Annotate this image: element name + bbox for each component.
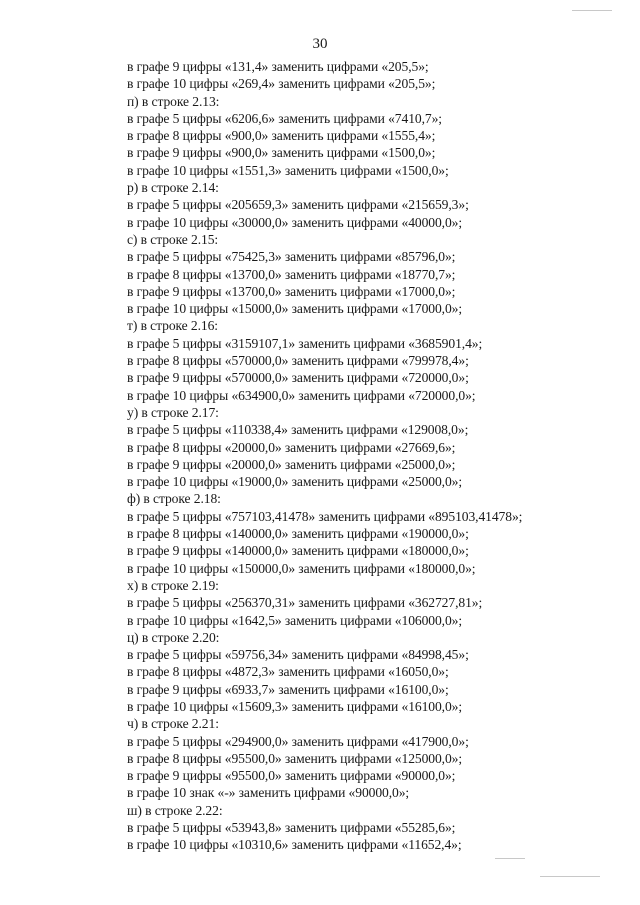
amendment-line: в графе 9 цифры «95500,0» заменить цифрами «90000,0»;	[127, 768, 456, 784]
section-heading: ш) в строке 2.22:	[127, 802, 223, 818]
amendment-line: в графе 10 цифры «30000,0» заменить цифрами «40000,0»;	[127, 214, 463, 230]
amendment-line: в графе 5 цифры «75425,3» заменить цифрами «85796,0»;	[127, 249, 456, 265]
amendment-line: в графе 5 цифры «757103,41478» заменить цифрами «895103,41478»;	[127, 508, 523, 524]
page-number: 30	[312, 36, 328, 52]
section-heading: х) в строке 2.19:	[127, 577, 219, 593]
amendment-line: в графе 8 цифры «140000,0» заменить цифрами «190000,0»;	[127, 526, 469, 542]
amendment-line: в графе 10 цифры «15000,0» заменить цифрами «17000,0»;	[127, 301, 463, 317]
scan-artifact	[540, 876, 600, 877]
section-heading: с) в строке 2.15:	[127, 231, 219, 247]
amendment-line: в графе 10 цифры «150000,0» заменить цифрами «180000,0»;	[127, 560, 476, 576]
amendment-line: в графе 5 цифры «256370,31» заменить цифрами «362727,81»;	[127, 595, 483, 611]
amendment-line: в графе 5 цифры «6206,6» заменить цифрами «7410,7»;	[127, 110, 442, 126]
section-heading: р) в строке 2.14:	[127, 180, 219, 196]
amendment-line: в графе 9 цифры «20000,0» заменить цифрами «25000,0»;	[127, 456, 456, 472]
amendment-line: в графе 9 цифры «570000,0» заменить цифрами «720000,0»;	[127, 370, 469, 386]
amendment-line: в графе 9 цифры «13700,0» заменить цифрами «17000,0»;	[127, 283, 456, 299]
section-heading: п) в строке 2.13:	[127, 93, 220, 109]
amendment-line: в графе 10 знак «-» заменить цифрами «90000,0»;	[127, 785, 410, 801]
amendment-line: в графе 5 цифры «3159107,1» заменить цифрами «3685901,4»;	[127, 335, 483, 351]
amendment-line: в графе 8 цифры «900,0» заменить цифрами «1555,4»;	[127, 128, 436, 144]
amendment-list	[127, 58, 627, 854]
amendment-line: в графе 8 цифры «20000,0» заменить цифрами «27669,6»;	[127, 439, 456, 455]
amendment-line: в графе 10 цифры «634900,0» заменить цифрами «720000,0»;	[127, 387, 476, 403]
section-heading: ф) в строке 2.18:	[127, 491, 221, 507]
section-heading: ц) в строке 2.20:	[127, 629, 220, 645]
amendment-line: в графе 8 цифры «95500,0» заменить цифрами «125000,0»;	[127, 750, 463, 766]
amendment-line: в графе 8 цифры «13700,0» заменить цифрами «18770,7»;	[127, 266, 456, 282]
amendment-line: в графе 5 цифры «205659,3» заменить цифрами «215659,3»;	[127, 197, 469, 213]
section-heading: у) в строке 2.17:	[127, 404, 219, 420]
amendment-line: в графе 5 цифры «53943,8» заменить цифрами «55285,6»;	[127, 820, 456, 836]
amendment-line: в графе 8 цифры «4872,3» заменить цифрами «16050,0»;	[127, 664, 449, 680]
scan-artifact	[572, 10, 612, 11]
amendment-line: в графе 9 цифры «6933,7» заменить цифрами «16100,0»;	[127, 681, 449, 697]
amendment-line: в графе 10 цифры «15609,3» заменить цифрами «16100,0»;	[127, 698, 463, 714]
amendment-line: в графе 10 цифры «19000,0» заменить цифрами «25000,0»;	[127, 474, 463, 490]
amendment-line: в графе 9 цифры «131,4» заменить цифрами «205,5»;	[127, 59, 429, 74]
amendment-line: в графе 10 цифры «1551,3» заменить цифрами «1500,0»;	[127, 162, 449, 178]
amendment-line: в графе 8 цифры «570000,0» заменить цифрами «799978,4»;	[127, 353, 469, 369]
amendment-line: в графе 5 цифры «294900,0» заменить цифрами «417900,0»;	[127, 733, 469, 749]
amendment-line: в графе 5 цифры «110338,4» заменить цифрами «129008,0»;	[127, 422, 469, 438]
amendment-line: в графе 5 цифры «59756,34» заменить цифрами «84998,45»;	[127, 647, 469, 663]
amendment-line: в графе 10 цифры «1642,5» заменить цифрами «106000,0»;	[127, 612, 463, 628]
amendment-line: в графе 9 цифры «140000,0» заменить цифрами «180000,0»;	[127, 543, 469, 559]
amendment-line: в графе 9 цифры «900,0» заменить цифрами «1500,0»;	[127, 145, 436, 161]
section-heading: ч) в строке 2.21:	[127, 716, 219, 732]
scan-artifact	[495, 858, 525, 859]
amendment-line: в графе 10 цифры «269,4» заменить цифрами «205,5»;	[127, 76, 436, 92]
amendment-line: в графе 10 цифры «10310,6» заменить цифрами «11652,4»;	[127, 837, 462, 853]
section-heading: т) в строке 2.16:	[127, 318, 218, 334]
